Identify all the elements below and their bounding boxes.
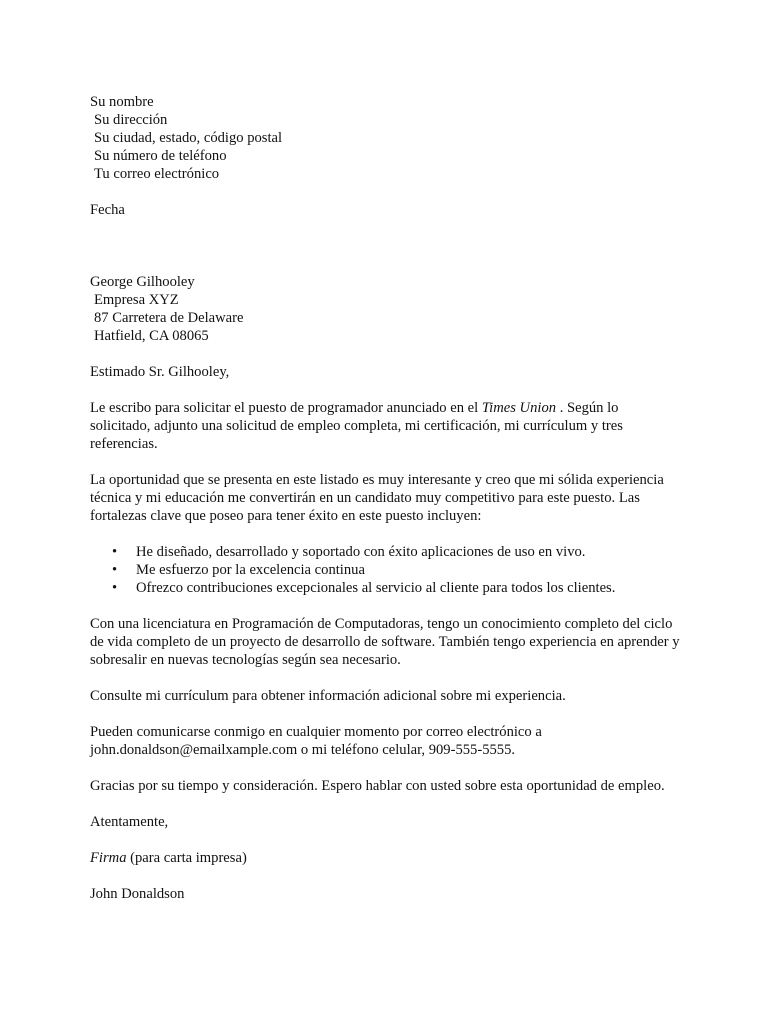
recipient-company: Empresa XYZ: [94, 292, 179, 308]
intro-paragraph: [90, 399, 680, 453]
strength-text: Ofrezco contribuciones excepcionales al servicio al cliente para todos los clientes.: [136, 580, 616, 596]
bullet-icon: •: [112, 544, 118, 560]
letter-date: Fecha: [90, 202, 125, 218]
sender-phone: Su número de teléfono: [94, 148, 227, 164]
letter-page: [90, 93, 690, 921]
signature-label: Firma: [90, 850, 127, 866]
bullet-icon: •: [112, 562, 118, 578]
list-item: [90, 543, 690, 561]
resume-paragraph: Consulte mi currículum para obtener información adicional sobre mi experiencia.: [90, 688, 566, 704]
intro-text-before: Le escribo para solicitar el puesto de programador anunciado en el: [90, 400, 482, 416]
thanks-paragraph: Gracias por su tiempo y consideración. Espero hablar con usted sobre esta oportunidad de empleo.: [90, 778, 665, 794]
recipient-name: George Gilhooley: [90, 274, 195, 290]
intro-text-after: . Según lo solicitado, adjunto una solicitud de empleo completa, mi certificación, mi currículum y tres referencias.: [90, 400, 623, 452]
sender-address: Su dirección: [94, 112, 168, 128]
salutation: Estimado Sr. Gilhooley,: [90, 364, 230, 380]
signature-note: (para carta impresa): [126, 850, 247, 866]
sender-address-block: [90, 93, 690, 183]
contact-paragraph: Pueden comunicarse conmigo en cualquier momento por correo electrónico a john.donaldson@emailxample.com o mi teléfono celular, 909-555-5555.: [90, 724, 542, 758]
sender-city-state-zip: Su ciudad, estado, código postal: [94, 130, 283, 146]
strength-text: He diseñado, desarrollado y soportado con éxito aplicaciones de uso en vivo.: [136, 544, 586, 560]
recipient-city: Hatfield, CA 08065: [94, 328, 209, 344]
degree-paragraph: Con una licenciatura en Programación de Computadoras, tengo un conocimiento completo del ciclo de vida completo de un proyecto de desarrollo de software. También tengo experiencia en aprender y sobresalir en nuevas tecnologías según sea necesario.: [90, 616, 680, 668]
publication-name: Times Union: [481, 400, 557, 416]
sender-name: Su nombre: [90, 94, 154, 110]
list-item: [90, 579, 690, 597]
bullet-icon: •: [112, 580, 118, 596]
strengths-list: [90, 543, 690, 597]
signature-line: [90, 849, 680, 867]
list-item: [90, 561, 690, 579]
date-block: [90, 201, 690, 219]
recipient-address-block: [90, 273, 690, 345]
closing: Atentamente,: [90, 814, 169, 830]
opportunity-paragraph: La oportunidad que se presenta en este listado es muy interesante y creo que mi sólida experiencia técnica y mi educación me convertirán en un candidato muy competitivo para este puesto. Las fortalezas clave que poseo para tener éxito en este puesto incluyen:: [90, 472, 664, 524]
sender-email: Tu correo electrónico: [94, 166, 220, 182]
recipient-street: 87 Carretera de Delaware: [94, 310, 244, 326]
signer-name: John Donaldson: [90, 886, 185, 902]
strength-text: Me esfuerzo por la excelencia continua: [136, 562, 365, 578]
